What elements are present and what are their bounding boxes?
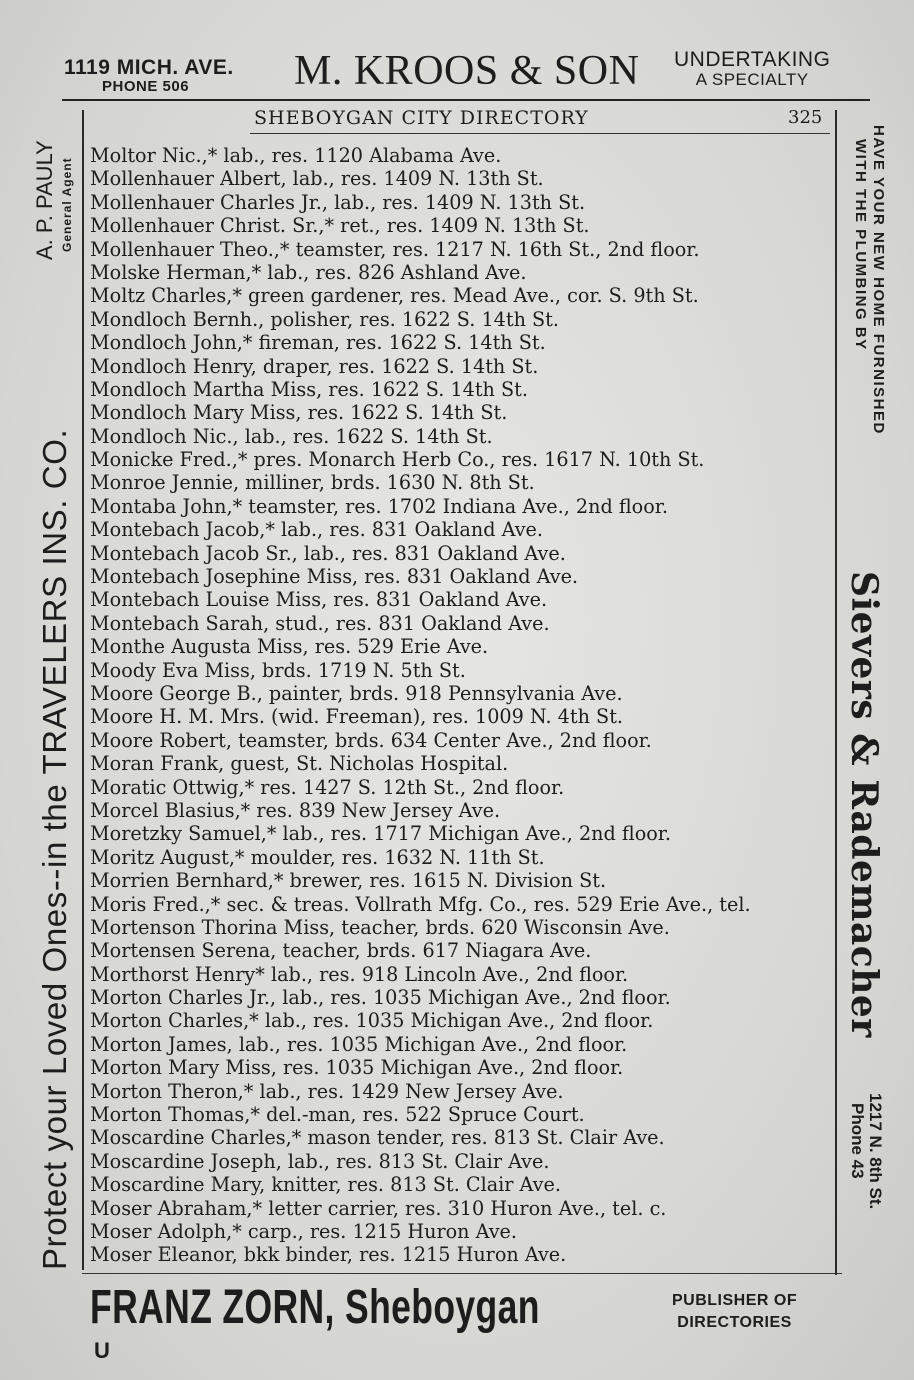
publisher-name: FRANZ ZORN, Sheboygan bbox=[90, 1281, 540, 1334]
directory-entry: Mondloch Henry, draper, res. 1622 S. 14th St. bbox=[90, 354, 539, 378]
undertaker-phone: PHONE 506 bbox=[102, 78, 190, 95]
directory-entry: Moretzky Samuel,* lab., res. 1717 Michigan Ave., 2nd floor. bbox=[90, 822, 671, 846]
directory-entry: Monthe Augusta Miss, res. 529 Erie Ave. bbox=[90, 635, 489, 659]
top-divider bbox=[62, 99, 870, 101]
directory-entry: Morrien Bernhard,* brewer, res. 1615 N. Division St. bbox=[90, 869, 607, 893]
publisher-role-line-2: DIRECTORIES bbox=[677, 1314, 792, 1331]
plumbing-ad-line-1: HAVE YOUR NEW HOME FURNISHED bbox=[870, 125, 887, 435]
left-frame-line bbox=[82, 110, 84, 1270]
specialty-line-2: A SPECIALTY bbox=[695, 70, 809, 89]
directory-entry: Moscardine Charles,* mason tender, res. 813 St. Clair Ave. bbox=[90, 1126, 665, 1150]
directory-entry: Morton Theron,* lab., res. 1429 New Jersey Ave. bbox=[90, 1079, 564, 1103]
bottom-divider bbox=[82, 1273, 842, 1274]
signature-letter: U bbox=[94, 1338, 110, 1363]
directory-entry: Moody Eva Miss, brds. 1719 N. 5th St. bbox=[90, 658, 466, 682]
directory-entry: Moratic Ottwig,* res. 1427 S. 12th St., 2nd floor. bbox=[90, 775, 565, 799]
page-number: 325 bbox=[788, 107, 823, 128]
header-divider bbox=[250, 133, 830, 134]
directory-entry: Morton Charles Jr., lab., res. 1035 Michigan Ave., 2nd floor. bbox=[90, 986, 671, 1010]
directory-entry: Morton James, lab., res. 1035 Michigan Ave., 2nd floor. bbox=[90, 1032, 628, 1056]
directory-entry: Moltz Charles,* green gardener, res. Mead Ave., cor. S. 9th St. bbox=[90, 284, 699, 308]
directory-entry: Moser Adolph,* carp., res. 1215 Huron Ave. bbox=[90, 1219, 518, 1243]
directory-entry: Moscardine Joseph, lab., res. 813 St. Clair Ave. bbox=[90, 1149, 550, 1173]
directory-entry: Mondloch John,* fireman, res. 1622 S. 14th St. bbox=[90, 331, 546, 355]
undertaker-specialty bbox=[674, 50, 830, 90]
directory-entry: Molske Herman,* lab., res. 826 Ashland Ave. bbox=[90, 260, 527, 284]
directory-entry: Morton Charles,* lab., res. 1035 Michigan Ave., 2nd floor. bbox=[90, 1009, 654, 1033]
left-side-advertisement bbox=[30, 125, 80, 1270]
page-title: SHEBOYGAN CITY DIRECTORY bbox=[254, 107, 589, 129]
undertaker-firm-name: M. KROOS & SON bbox=[294, 48, 640, 94]
directory-entry: Moran Frank, guest, St. Nicholas Hospital. bbox=[90, 752, 509, 776]
directory-entry: Monroe Jennie, milliner, brds. 1630 N. 8th St. bbox=[90, 471, 535, 495]
directory-entry: Mollenhauer Charles Jr., lab., res. 1409 N. 13th St. bbox=[90, 190, 586, 214]
plumbing-ad-line-2: WITH THE PLUMBING BY bbox=[852, 139, 869, 351]
directory-entry: Montebach Louise Miss, res. 831 Oakland Ave. bbox=[90, 588, 548, 612]
directory-entry: Mondloch Martha Miss, res. 1622 S. 14th St. bbox=[90, 377, 528, 401]
directory-entry: Mollenhauer Christ. Sr.,* ret., res. 1409 N. 13th St. bbox=[90, 214, 590, 238]
directory-entry: Mollenhauer Theo.,* teamster, res. 1217 N. 16th St., 2nd floor. bbox=[90, 237, 700, 261]
plumbing-firm-name: Sievers & Rademacher bbox=[843, 571, 885, 1038]
undertaker-address bbox=[64, 58, 234, 95]
publisher-role bbox=[672, 1290, 797, 1334]
directory-entry: Morcel Blasius,* res. 839 New Jersey Ave. bbox=[90, 798, 501, 822]
directory-entry: Moore George B., painter, brds. 918 Pennsylvania Ave. bbox=[90, 681, 623, 705]
directory-entry: Morton Mary Miss, res. 1035 Michigan Ave., 2nd floor. bbox=[90, 1056, 624, 1080]
undertaker-street: 1119 MICH. AVE. bbox=[64, 56, 234, 79]
directory-entry: Morton Thomas,* del.-man, res. 522 Spruce Court. bbox=[90, 1103, 585, 1127]
insurance-agent-title: General Agent bbox=[60, 157, 74, 252]
directory-entry: Mondloch Mary Miss, res. 1622 S. 14th St. bbox=[90, 401, 508, 425]
directory-entry: Mollenhauer Albert, lab., res. 1409 N. 13th St. bbox=[90, 167, 544, 191]
directory-entry: Montebach Jacob,* lab., res. 831 Oakland Ave. bbox=[90, 518, 543, 542]
directory-entry: Moritz August,* moulder, res. 1632 N. 11th St. bbox=[90, 845, 545, 869]
directory-entry: Moltor Nic.,* lab., res. 1120 Alabama Ave. bbox=[90, 144, 502, 167]
insurance-ad-text: Protect your Loved Ones--in the TRAVELERS INS. CO. bbox=[36, 428, 73, 1270]
directory-entry: Moscardine Mary, knitter, res. 813 St. Clair Ave. bbox=[90, 1173, 561, 1197]
directory-entries bbox=[90, 144, 834, 1267]
directory-entry: Montaba John,* teamster, res. 1702 Indiana Ave., 2nd floor. bbox=[90, 494, 668, 518]
directory-entry: Mondloch Nic., lab., res. 1622 S. 14th St. bbox=[90, 424, 493, 448]
directory-entry: Moore Robert, teamster, brds. 634 Center Ave., 2nd floor. bbox=[90, 728, 652, 752]
directory-entry: Monicke Fred.,* pres. Monarch Herb Co., res. 1617 N. 10th St. bbox=[90, 448, 705, 472]
publisher-role-line-1: PUBLISHER OF bbox=[672, 1292, 798, 1309]
directory-entry: Montebach Jacob Sr., lab., res. 831 Oakland Ave. bbox=[90, 541, 566, 565]
directory-entry: Morthorst Henry* lab., res. 918 Lincoln Ave., 2nd floor. bbox=[90, 962, 629, 986]
plumbing-firm-address: 1217 N. 8th St. bbox=[866, 1093, 885, 1210]
directory-entry: Moris Fred.,* sec. & treas. Vollrath Mfg. Co., res. 529 Erie Ave., tel. bbox=[90, 892, 751, 916]
directory-entry: Mortenson Thorina Miss, teacher, brds. 620 Wisconsin Ave. bbox=[90, 915, 670, 939]
directory-entry: Moser Abraham,* letter carrier, res. 310 Huron Ave., tel. c. bbox=[90, 1196, 667, 1220]
specialty-line-1: UNDERTAKING bbox=[674, 48, 831, 71]
directory-entry: Mortensen Serena, teacher, brds. 617 Niagara Ave. bbox=[90, 939, 592, 963]
directory-entry: Mondloch Bernh., polisher, res. 1622 S. 14th St. bbox=[90, 307, 559, 331]
top-advertisement bbox=[62, 44, 872, 104]
insurance-agent-name: A. P. PAULY bbox=[32, 140, 57, 260]
right-side-advertisement bbox=[827, 125, 887, 1265]
directory-entry: Montebach Sarah, stud., res. 831 Oakland Ave. bbox=[90, 611, 550, 635]
directory-entry: Moore H. M. Mrs. (wid. Freeman), res. 1009 N. 4th St. bbox=[90, 705, 624, 729]
plumbing-firm-phone: Phone 43 bbox=[848, 1103, 867, 1179]
directory-entry: Montebach Josephine Miss, res. 831 Oakland Ave. bbox=[90, 565, 579, 589]
directory-entry: Moser Eleanor, bkk binder, res. 1215 Huron Ave. bbox=[90, 1243, 567, 1267]
